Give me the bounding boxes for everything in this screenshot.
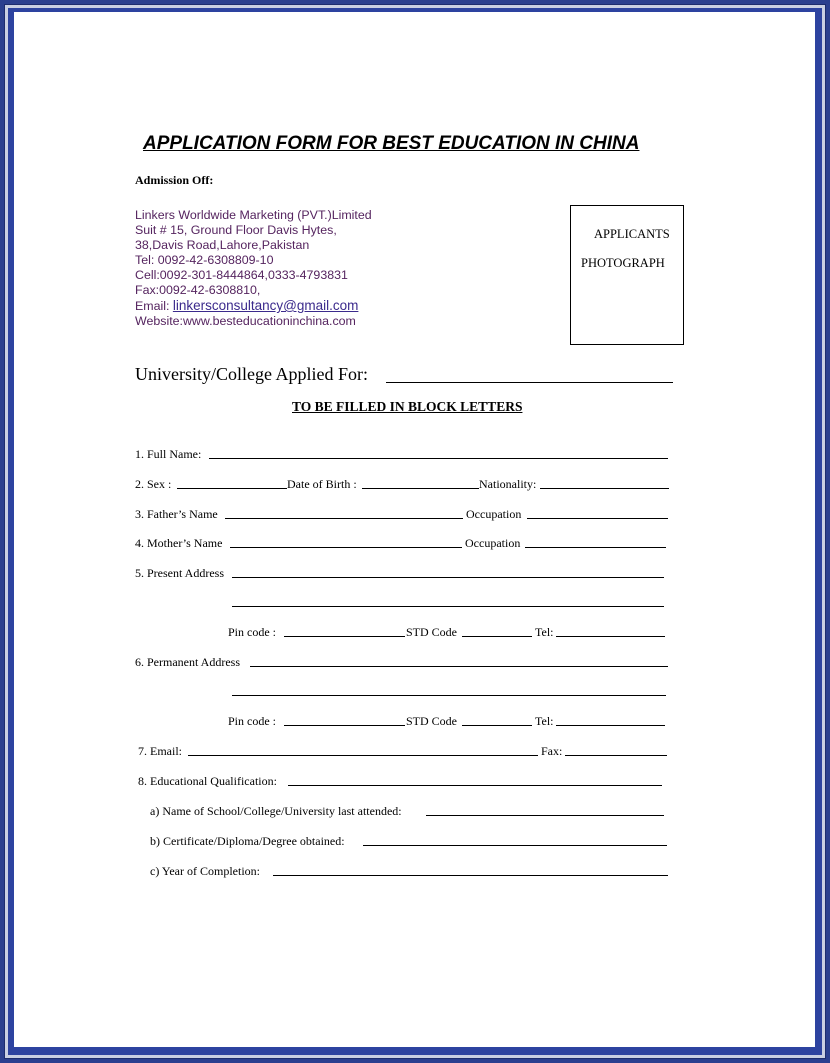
permanent-address-label: 6. Permanent Address xyxy=(135,655,240,669)
present-pin-field[interactable] xyxy=(284,636,405,637)
education-label: 8. Educational Qualification: xyxy=(138,774,277,788)
present-std-label: STD Code xyxy=(406,625,457,639)
certificate-field[interactable] xyxy=(363,845,667,846)
fax-field-label: Fax: xyxy=(541,744,563,758)
mother-name-field[interactable] xyxy=(230,547,462,548)
address-line-2: 38,Davis Road,Lahore,Pakistan xyxy=(135,238,310,252)
email-label: Email: xyxy=(135,299,173,313)
sex-label: 2. Sex : xyxy=(135,477,172,491)
document-page xyxy=(14,12,815,1047)
mother-occupation-field[interactable] xyxy=(525,547,666,548)
permanent-pin-label: Pin code : xyxy=(228,714,276,728)
address-line-1: Suit # 15, Ground Floor Davis Hytes, xyxy=(135,223,337,237)
present-address-field-1[interactable] xyxy=(232,577,664,578)
mother-name-label: 4. Mother’s Name xyxy=(135,536,223,550)
block-letters-heading: TO BE FILLED IN BLOCK LETTERS xyxy=(292,399,523,414)
present-pin-label: Pin code : xyxy=(228,625,276,639)
cell-phone: Cell:0092-301-8444864,0333-4793831 xyxy=(135,268,348,282)
father-occupation-field[interactable] xyxy=(527,518,668,519)
email-field-label: 7. Email: xyxy=(138,744,182,758)
admission-office-label: Admission Off: xyxy=(135,173,214,187)
permanent-pin-field[interactable] xyxy=(284,725,405,726)
fax-field[interactable] xyxy=(565,755,667,756)
telephone: Tel: 0092-42-6308809-10 xyxy=(135,253,274,267)
present-tel-field[interactable] xyxy=(556,636,665,637)
nationality-label: Nationality: xyxy=(479,477,537,491)
school-label: a) Name of School/College/University last attended: xyxy=(150,804,402,818)
form-title: APPLICATION FORM FOR BEST EDUCATION IN CHINA xyxy=(143,133,640,154)
photo-label-line-1: APPLICANTS xyxy=(594,227,670,241)
permanent-std-label: STD Code xyxy=(406,714,457,728)
dob-label: Date of Birth : xyxy=(287,477,357,491)
father-name-field[interactable] xyxy=(225,518,463,519)
permanent-address-field-2[interactable] xyxy=(232,695,666,696)
present-address-field-2[interactable] xyxy=(232,606,664,607)
present-std-field[interactable] xyxy=(462,636,532,637)
company-name: Linkers Worldwide Marketing (PVT.)Limited xyxy=(135,208,372,222)
present-address-label: 5. Present Address xyxy=(135,566,224,580)
fax-number: Fax:0092-42-6308810, xyxy=(135,283,261,297)
permanent-address-field-1[interactable] xyxy=(250,666,668,667)
dob-field[interactable] xyxy=(362,488,479,489)
father-occupation-label: Occupation xyxy=(466,507,522,521)
applicant-photograph-box[interactable] xyxy=(570,205,684,345)
education-field[interactable] xyxy=(288,785,662,786)
permanent-tel-field[interactable] xyxy=(556,725,665,726)
email-field[interactable] xyxy=(188,755,538,756)
mother-occupation-label: Occupation xyxy=(465,536,521,550)
permanent-tel-label: Tel: xyxy=(535,714,554,728)
email-line xyxy=(135,298,358,314)
email-link[interactable]: linkersconsultancy@gmail.com xyxy=(172,298,359,313)
full-name-field[interactable] xyxy=(209,458,668,459)
full-name-label: 1. Full Name: xyxy=(135,447,202,461)
year-field[interactable] xyxy=(273,875,668,876)
present-tel-label: Tel: xyxy=(535,625,554,639)
nationality-field[interactable] xyxy=(540,488,669,489)
university-input-line[interactable] xyxy=(386,382,673,383)
photo-label-line-2: PHOTOGRAPH xyxy=(581,256,665,270)
university-applied-label: University/College Applied For: xyxy=(135,364,368,384)
father-name-label: 3. Father’s Name xyxy=(135,507,218,521)
school-field[interactable] xyxy=(426,815,664,816)
year-label: c) Year of Completion: xyxy=(150,864,260,878)
sex-field[interactable] xyxy=(177,488,287,489)
website: Website:www.besteducationinchina.com xyxy=(135,314,356,328)
permanent-std-field[interactable] xyxy=(462,725,532,726)
certificate-label: b) Certificate/Diploma/Degree obtained: xyxy=(150,834,345,848)
